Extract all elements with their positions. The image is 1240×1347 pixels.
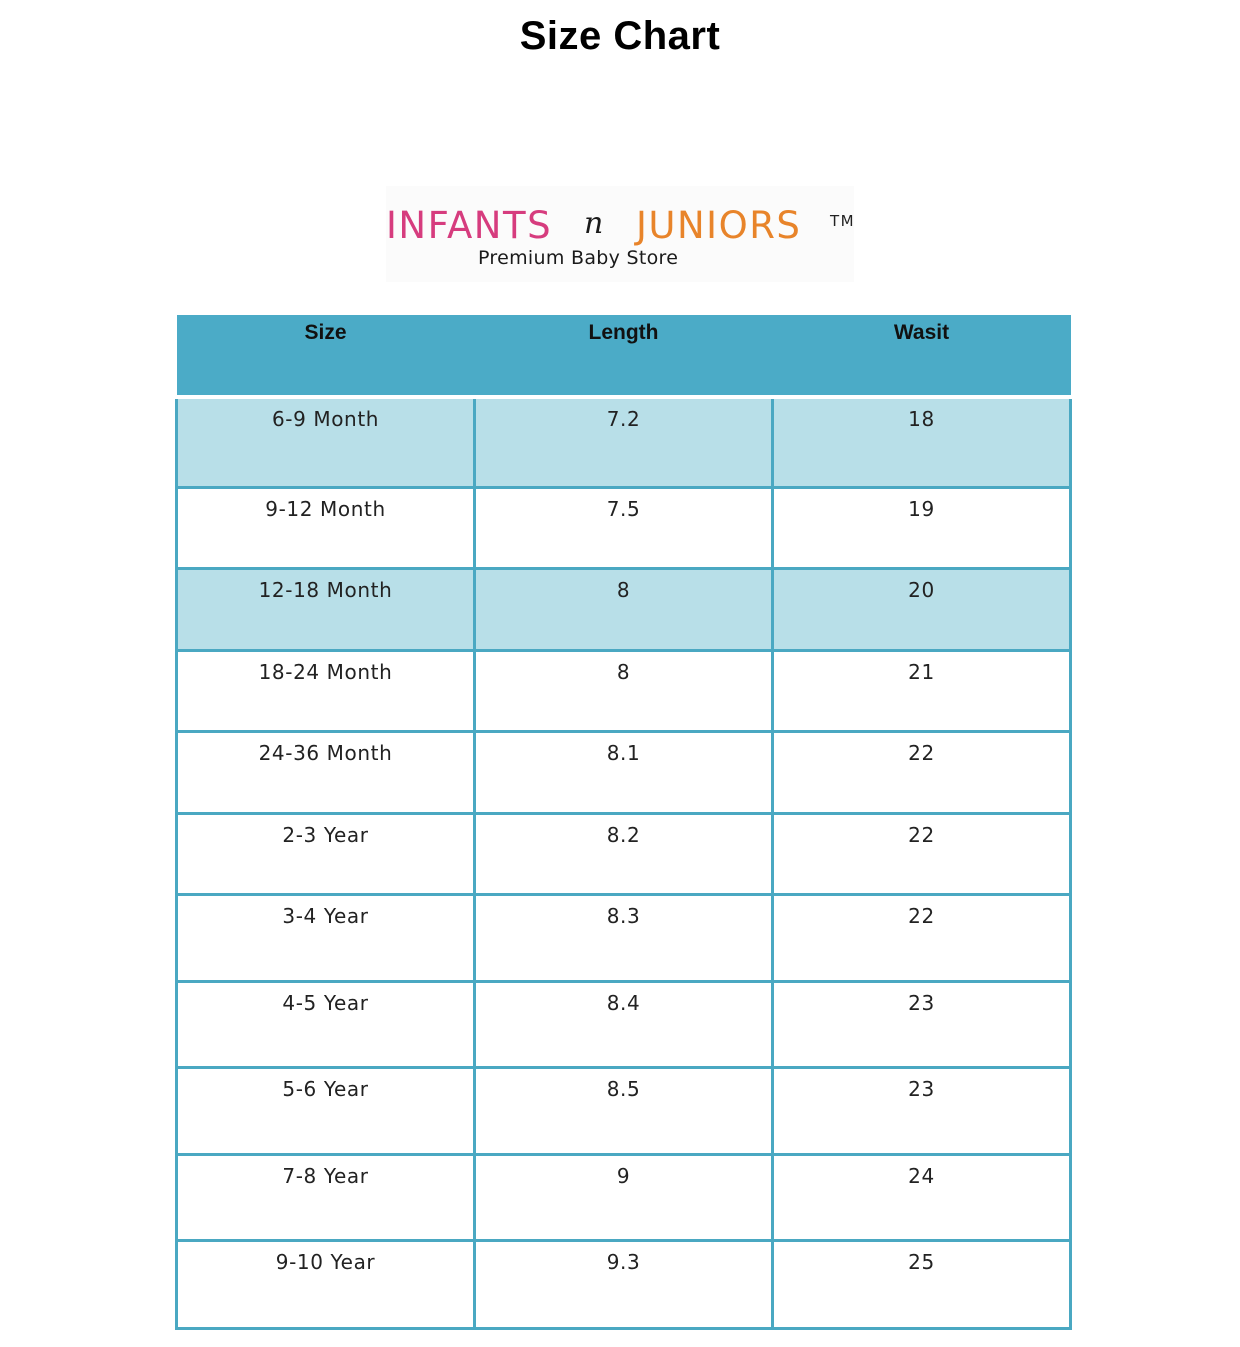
size-chart-table xyxy=(175,315,1072,1330)
cell-size: 6-9 Month xyxy=(177,397,475,487)
cell-length: 9 xyxy=(475,1154,773,1240)
cell-waist: 23 xyxy=(773,1067,1071,1154)
table-row xyxy=(177,397,1071,487)
cell-size: 5-6 Year xyxy=(177,1067,475,1154)
table-row xyxy=(177,731,1071,813)
cell-waist: 22 xyxy=(773,731,1071,813)
cell-waist: 20 xyxy=(773,568,1071,650)
logo-word-juniors: JUNIORS xyxy=(636,204,802,247)
store-logo xyxy=(386,186,854,282)
cell-waist: 25 xyxy=(773,1240,1071,1328)
cell-size: 9-12 Month xyxy=(177,487,475,568)
page-title: Size Chart xyxy=(519,14,721,58)
cell-size: 18-24 Month xyxy=(177,650,475,731)
cell-length: 7.2 xyxy=(475,397,773,487)
cell-waist: 24 xyxy=(773,1154,1071,1240)
table-header-row xyxy=(177,315,1071,397)
table-row xyxy=(177,813,1071,894)
table-row xyxy=(177,568,1071,650)
table-row xyxy=(177,487,1071,568)
cell-size: 2-3 Year xyxy=(177,813,475,894)
cell-length: 8 xyxy=(475,650,773,731)
cell-length: 8.2 xyxy=(475,813,773,894)
cell-size: 24-36 Month xyxy=(177,731,475,813)
cell-length: 9.3 xyxy=(475,1240,773,1328)
table-row xyxy=(177,981,1071,1067)
header-size: Size xyxy=(177,315,475,397)
cell-waist: 23 xyxy=(773,981,1071,1067)
cell-waist: 22 xyxy=(773,894,1071,981)
logo-tagline: Premium Baby Store xyxy=(478,247,679,269)
header-waist: Wasit xyxy=(773,315,1071,397)
cell-length: 8.4 xyxy=(475,981,773,1067)
cell-waist: 19 xyxy=(773,487,1071,568)
table-row xyxy=(177,894,1071,981)
cell-size: 7-8 Year xyxy=(177,1154,475,1240)
cell-size: 9-10 Year xyxy=(177,1240,475,1328)
cell-length: 8.1 xyxy=(475,731,773,813)
cell-size: 3-4 Year xyxy=(177,894,475,981)
table-row xyxy=(177,1240,1071,1328)
logo-trademark: TM xyxy=(830,212,856,230)
table-row xyxy=(177,650,1071,731)
cell-waist: 21 xyxy=(773,650,1071,731)
cell-length: 7.5 xyxy=(475,487,773,568)
table-row xyxy=(177,1154,1071,1240)
cell-size: 12-18 Month xyxy=(177,568,475,650)
cell-length: 8 xyxy=(475,568,773,650)
logo-word-infants: INFANTS xyxy=(386,204,553,247)
cell-size: 4-5 Year xyxy=(177,981,475,1067)
cell-waist: 22 xyxy=(773,813,1071,894)
cell-waist: 18 xyxy=(773,397,1071,487)
table-row xyxy=(177,1067,1071,1154)
header-length: Length xyxy=(475,315,773,397)
logo-connector: n xyxy=(584,206,605,241)
cell-length: 8.5 xyxy=(475,1067,773,1154)
cell-length: 8.3 xyxy=(475,894,773,981)
